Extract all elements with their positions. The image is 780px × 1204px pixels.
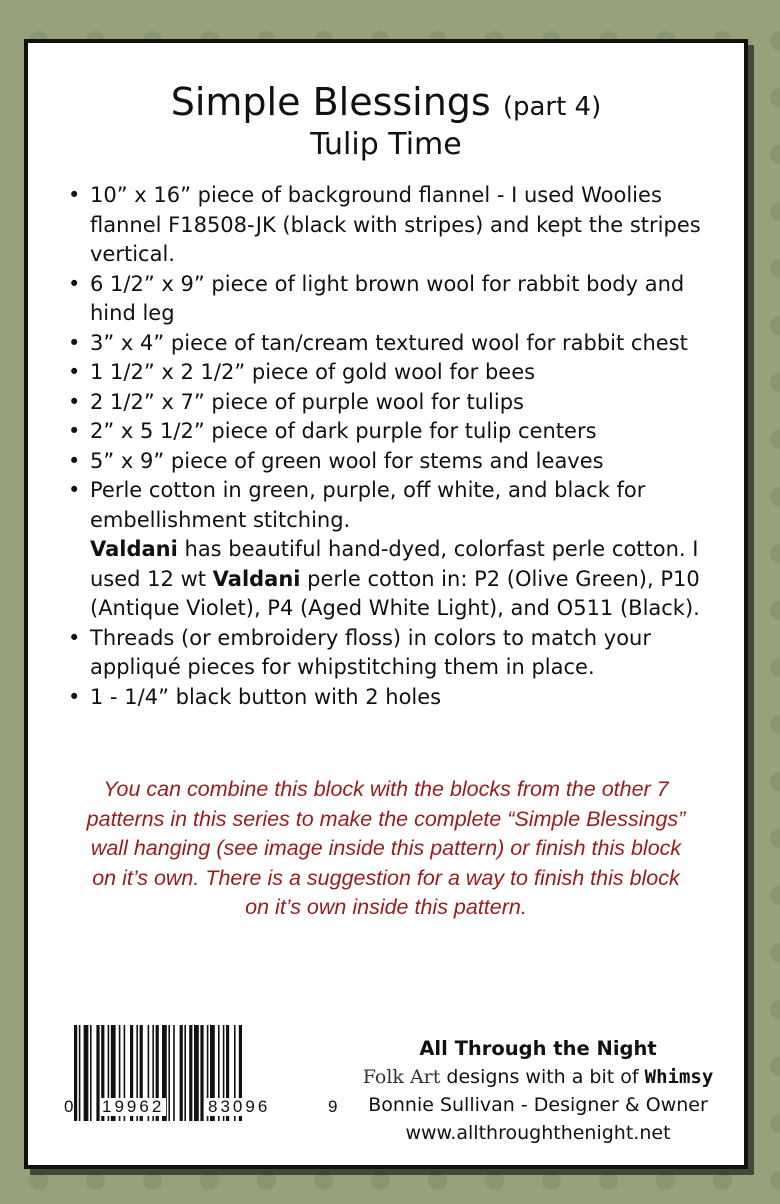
series-note: You can combine this block with the blocks from the other 7 patterns in this series to make the complete “Simple Blessings” wall hanging (see image inside this pattern) or finish this block on it’s own. There is a suggestion for a way to finish this block on it’s own inside this pattern. (86, 777, 686, 919)
list-item: • 1 1/2” x 2 1/2” piece of gold wool for bees (64, 358, 724, 388)
list-item: • 6 1/2” x 9” piece of light brown wool for rabbit body and hind leg (64, 270, 724, 329)
barcode-bar (184, 1025, 186, 1121)
website-link[interactable]: www.allthroughthenight.net (405, 1122, 671, 1144)
title-part: (part 4) (502, 92, 602, 122)
barcode-group-2: 83096 (208, 1097, 271, 1116)
list-item: • 2” x 5 1/2” piece of dark purple for tulip centers (64, 417, 724, 447)
list-item: • Perle cotton in green, purple, off white, and black for embellishment stitching. Valdani has beautiful hand-dyed, colorfast perle cotton. I used 12 wt Valdani perle cotton in: P2 (Olive Green), P10 (Antique Violet), P4 (Aged White Light), and O511 (Black). (64, 476, 724, 624)
designer-line: Bonnie Sullivan - Designer & Owner (368, 1094, 708, 1116)
brand-name: Valdani (90, 537, 178, 561)
barcode-group-1: 19962 (102, 1097, 165, 1116)
barcode-bar (90, 1025, 92, 1121)
list-item: • 1 - 1/4” black button with 2 holes (64, 683, 724, 713)
barcode-check-digit: 9 (328, 1097, 338, 1116)
publisher-tagline: Folk Art designs with a bit of Whimsy (362, 1066, 714, 1088)
materials-list (64, 181, 724, 712)
barcode-bar (189, 1025, 192, 1121)
barcode-bar (84, 1025, 89, 1121)
list-item: • 10” x 16” piece of background flannel - I used Woolies flannel F18508-JK (black with stripes) and kept the stripes vertical. (64, 181, 724, 270)
barcode-lead-digit: 0 (64, 1097, 74, 1116)
publisher-info (328, 1035, 748, 1147)
title-main: Simple Blessings (170, 80, 491, 124)
pattern-card (24, 39, 748, 1169)
list-item: • 5” x 9” piece of green wool for stems and leaves (64, 447, 724, 477)
list-item: • Threads (or embroidery floss) in colors to match your appliqué pieces for whipstitching them in place. (64, 624, 724, 683)
barcode-bar (74, 1025, 77, 1121)
barcode-bar (79, 1025, 81, 1121)
barcode-bar (168, 1025, 170, 1121)
pattern-title (28, 79, 744, 130)
publisher-name: All Through the Night (419, 1037, 657, 1060)
barcode-bar (194, 1025, 199, 1121)
valdani-note: Valdani has beautiful hand-dyed, colorfast perle cotton. I used 12 wt Valdani perle cotton in: P2 (Olive Green), P10 (Antique Violet), P4 (Aged White Light), and O511 (Black). (90, 537, 700, 620)
pattern-subtitle: Tulip Time (310, 127, 462, 162)
brand-name: Valdani (212, 566, 301, 591)
list-item: • 2 1/2” x 7” piece of purple wool for tulips (64, 388, 724, 418)
list-item: • 3” x 4” piece of tan/cream textured wool for rabbit chest (64, 329, 724, 359)
barcode-bar (200, 1025, 203, 1121)
barcode-bar (173, 1025, 175, 1121)
barcode-bar (180, 1025, 183, 1121)
